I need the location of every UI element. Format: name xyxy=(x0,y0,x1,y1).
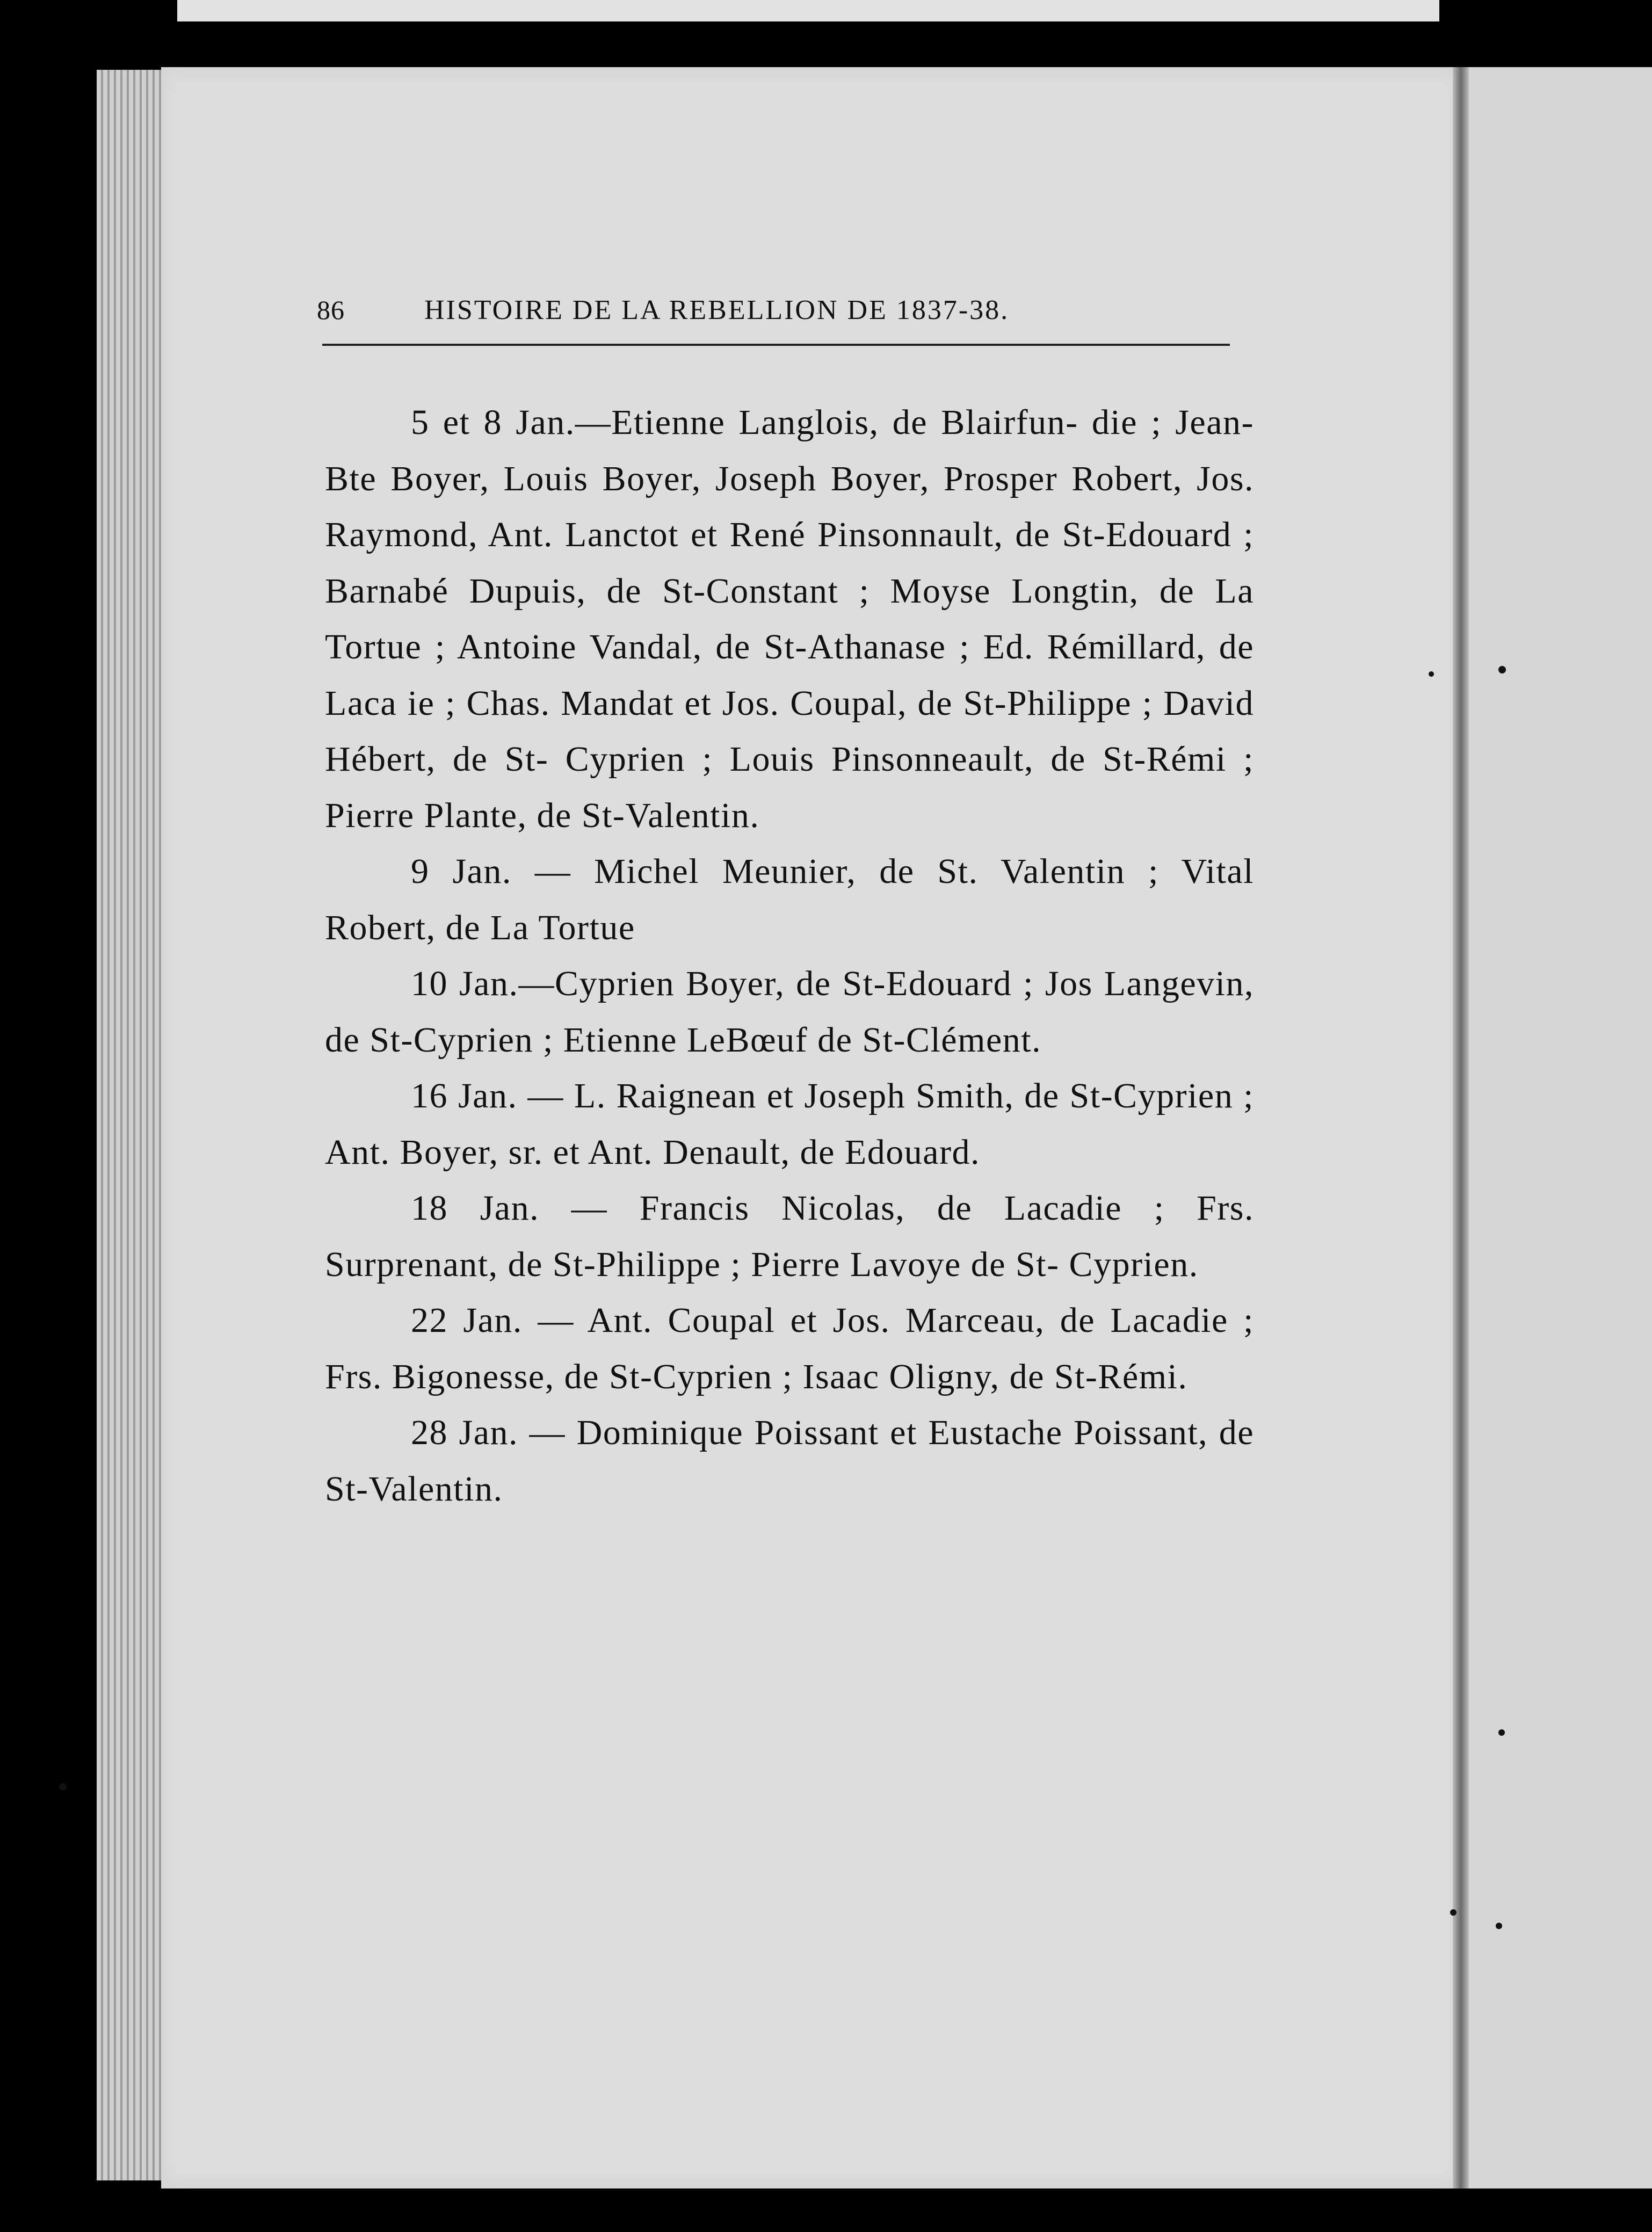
paragraph-jan-9: 9 Jan. — Michel Meunier, de St. Valentin ; Vital Robert, de La Tortue xyxy=(325,852,1254,947)
paragraph-jan-22: 22 Jan. — Ant. Coupal et Jos. Marceau, de Lacadie ; Frs. Bigonesse, de St-Cyprien ; Isaac Oligny, de St-Rémi. xyxy=(325,1301,1254,1396)
speck xyxy=(1450,1909,1457,1916)
previous-page-edge xyxy=(177,0,1439,21)
page-header xyxy=(317,294,1230,337)
paragraph-jan-10: 10 Jan.—Cyprien Boyer, de St-Edouard ; Jos Langevin, de St-Cyprien ; Etienne LeBœuf de St-Clément. xyxy=(325,964,1254,1060)
paragraph-jan-28: 28 Jan. — Dominique Poissant et Eustache Poissant, de St-Valentin. xyxy=(325,1413,1254,1509)
speck xyxy=(1498,666,1506,673)
paragraph-jan-5-8: 5 et 8 Jan.—Etienne Langlois, de Blairfun- die ; Jean-Bte Boyer, Louis Boyer, Joseph Boyer, Prosper Robert, Jos. Raymond, Ant. Lanctot et René Pinsonnault, de St-Edouard ; Barnabé Dupuis, de St-Constant ; Moyse Longtin, de La Tortue ; Antoine Vandal, de St-Athanase ; Ed. Rémillard, de Laca ie ; Chas. Mandat et Jos. Coupal, de St-Philippe ; David Hébert, de St- Cyprien ; Louis Pinsonneault, de St-Rémi ; Pierre Plante, de St-Valentin. xyxy=(325,403,1254,835)
page-body xyxy=(325,395,1254,1517)
header-rule xyxy=(322,344,1230,346)
facing-page xyxy=(1466,67,1652,2188)
speck xyxy=(1498,1729,1505,1736)
book-gutter xyxy=(1453,67,1469,2188)
running-title: HISTOIRE DE LA REBELLION DE 1837-38. xyxy=(424,295,1010,325)
speck xyxy=(59,1783,67,1791)
speck xyxy=(1496,1923,1502,1929)
paragraph-jan-16: 16 Jan. — L. Raignean et Joseph Smith, de St-Cyprien ; Ant. Boyer, sr. et Ant. Denault, de Edouard. xyxy=(325,1076,1254,1172)
page-number: 86 xyxy=(317,295,345,325)
speck xyxy=(1429,671,1434,677)
paragraph-jan-18: 18 Jan. — Francis Nicolas, de Lacadie ; Frs. Surprenant, de St-Philippe ; Pierre Lavoye de St- Cyprien. xyxy=(325,1189,1254,1284)
